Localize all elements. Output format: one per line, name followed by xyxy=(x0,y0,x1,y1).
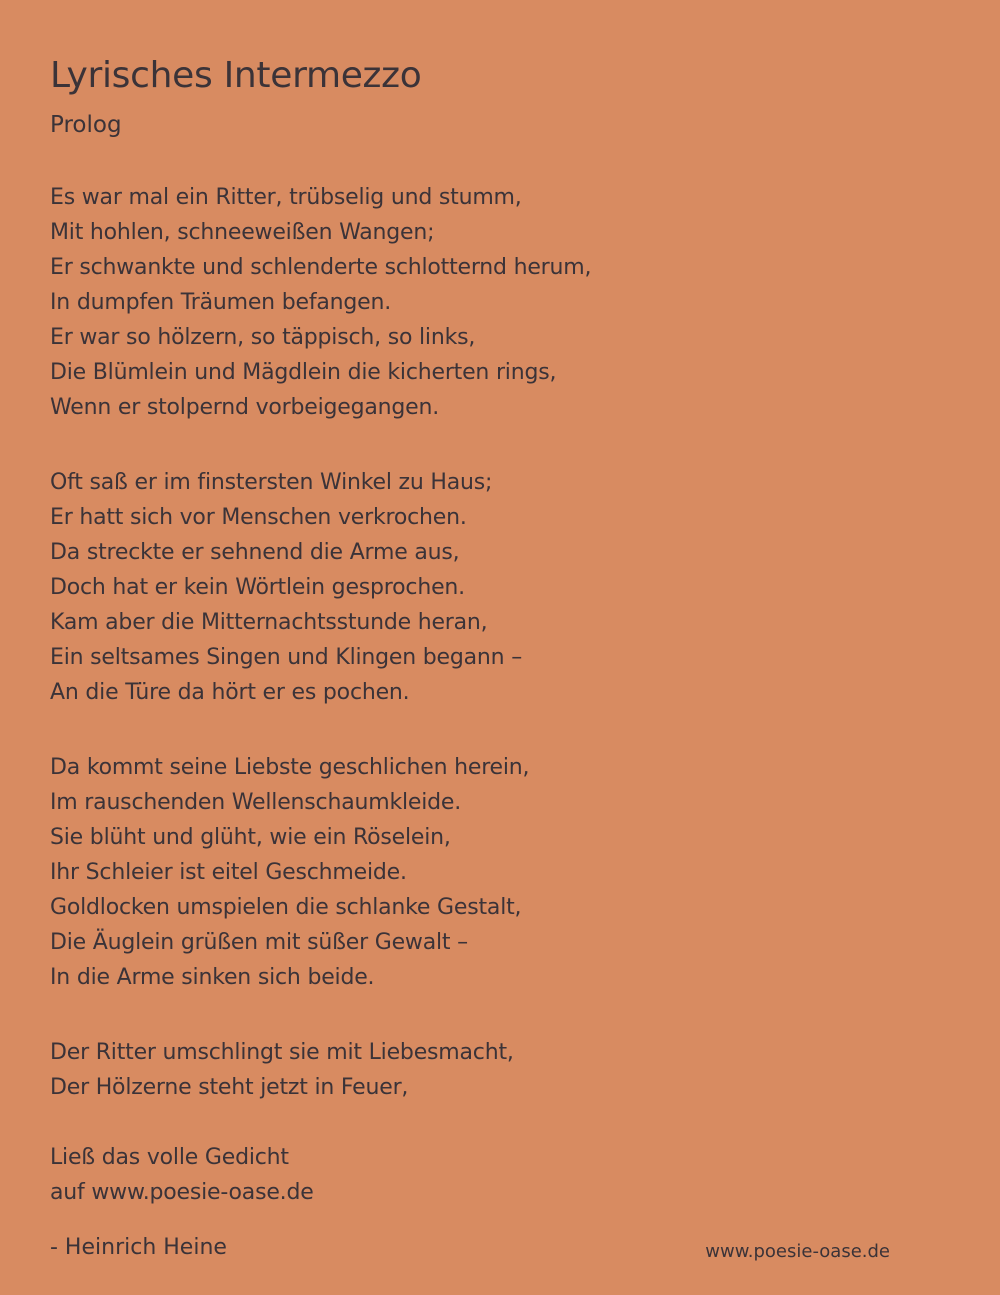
poem-line: Sie blüht und glüht, wie ein Röselein, xyxy=(50,825,451,850)
poem-line: Im rauschenden Wellenschaumkleide. xyxy=(50,790,462,815)
stanza-3 xyxy=(50,750,950,995)
poem-line: Die Blümlein und Mägdlein die kicherten rings, xyxy=(50,360,557,385)
poem-line: Da kommt seine Liebste geschlichen herein, xyxy=(50,755,530,780)
poem-line: Wenn er stolpernd vorbeigegangen. xyxy=(50,395,440,420)
poem-title: Lyrisches Intermezzo xyxy=(50,55,422,96)
poem-line: Er schwankte und schlenderte schlotternd herum, xyxy=(50,255,592,280)
poem-line: Er hatt sich vor Menschen verkrochen. xyxy=(50,505,467,530)
poem-line: Ein seltsames Singen und Klingen begann – xyxy=(50,645,523,670)
poem-line: Kam aber die Mitternachtsstunde heran, xyxy=(50,610,488,635)
poem-line: Die Äuglein grüßen mit süßer Gewalt – xyxy=(50,930,468,955)
read-full-poem-note xyxy=(50,1140,950,1210)
poem-line: Oft saß er im finstersten Winkel zu Haus; xyxy=(50,470,493,495)
site-watermark: www.poesie-oase.de xyxy=(705,1241,890,1262)
stanza-2 xyxy=(50,465,950,710)
poem-subtitle: Prolog xyxy=(50,112,122,138)
poem-author: - Heinrich Heine xyxy=(50,1235,227,1260)
poem-line: Ihr Schleier ist eitel Geschmeide. xyxy=(50,860,407,885)
poem-line: Es war mal ein Ritter, trübselig und stumm, xyxy=(50,185,522,210)
poem-line: In dumpfen Träumen befangen. xyxy=(50,290,392,315)
poem-line: In die Arme sinken sich beide. xyxy=(50,965,375,990)
stanza-4 xyxy=(50,1035,950,1105)
poem-line: Der Ritter umschlingt sie mit Liebesmacht, xyxy=(50,1040,514,1065)
poem-line: Doch hat er kein Wörtlein gesprochen. xyxy=(50,575,465,600)
poem-line: Goldlocken umspielen die schlanke Gestalt, xyxy=(50,895,522,920)
poem-line: Mit hohlen, schneeweißen Wangen; xyxy=(50,220,435,245)
poem-line: Der Hölzerne steht jetzt in Feuer, xyxy=(50,1075,409,1100)
poem-line: An die Türe da hört er es pochen. xyxy=(50,680,410,705)
stanza-1 xyxy=(50,180,950,425)
cta-line: auf www.poesie-oase.de xyxy=(50,1180,314,1205)
poem-line: Da streckte er sehnend die Arme aus, xyxy=(50,540,460,565)
poem-line: Er war so hölzern, so täppisch, so links, xyxy=(50,325,476,350)
poem-page xyxy=(50,52,950,1265)
cta-line: Ließ das volle Gedicht xyxy=(50,1145,289,1170)
